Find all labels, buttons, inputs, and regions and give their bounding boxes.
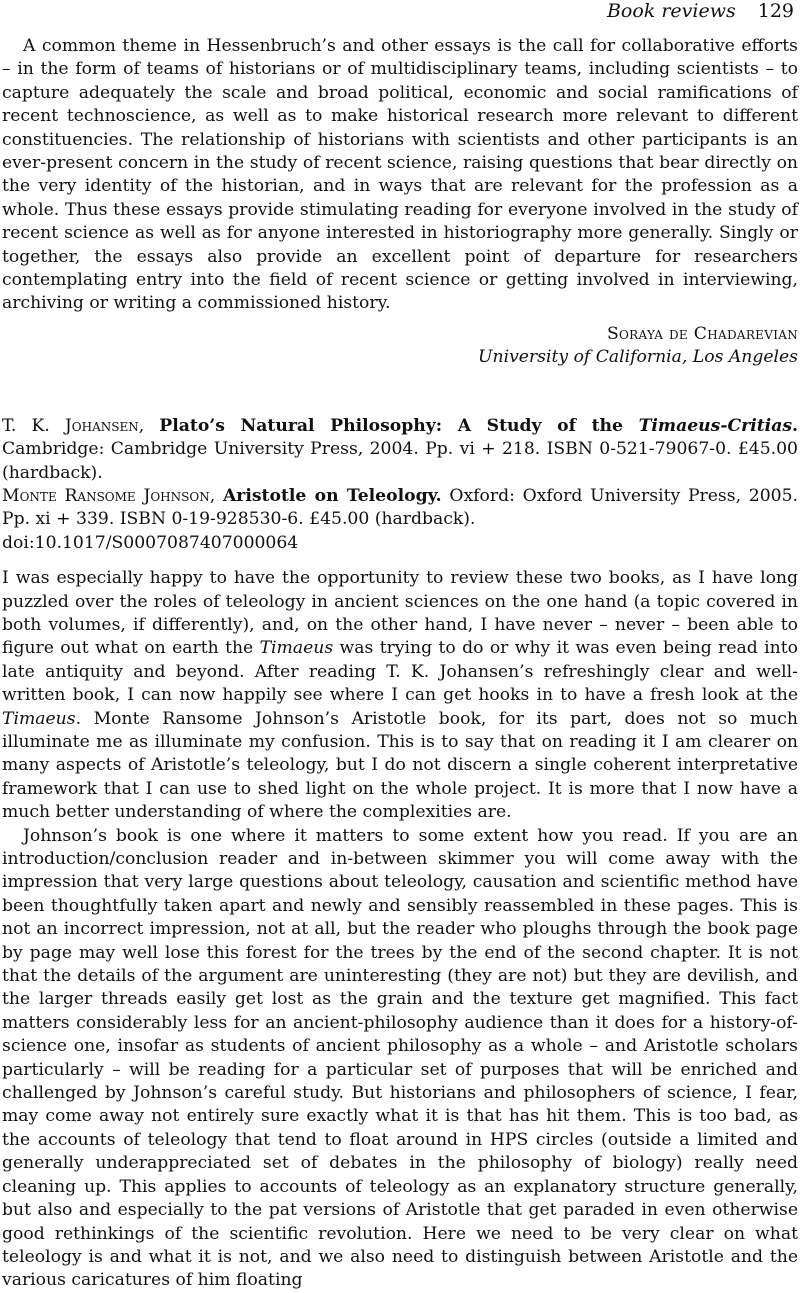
book-1-details: Cambridge: Cambridge University Press, 2004. Pp. vi + 218. ISBN 0-521-79067-0. £45.00 (hardback). [2,439,798,483]
review-body [2,567,798,1293]
book-1-title-italic: Timaeus-Critias [638,415,793,436]
review-p1-part-c: . Monte Ransome Johnson’s Aristotle book, for its part, does not so much illuminate me as illuminate my confusion. This is to say that on reading it I am clearer on many aspects of Aristotle’s teleology, but I do not discern a single coherent interpretative framework that I can use to shed light on the whole project. It is more that I now have a much better understanding of where the complexities are. [2,708,798,823]
previous-review-closing-paragraph: A common theme in Hessenbruch’s and other essays is the call for collaborative efforts – in the form of teams of historians or of multidisciplinary teams, including scientists – to capture adequately the scale and broad political, economic and social ramifications of recent technoscience, as well as to make historical research more relevant to different constituencies. The relationship of historians with scientists and other participants is an ever-present concern in the study of recent science, raising questions that bear directly on the very identity of the historian, and in ways that are relevant for the profession as a whole. Thus these essays provide stimulating reading for everyone involved in the study of recent science as well as for anyone interested in historiography more generally. Singly or together, the essays also provide an excellent point of departure for researchers contemplating entry into the field of recent science or getting involved in interviewing, archiving or writing a commissioned history. [2,36,798,314]
book-1-title-end: . [792,415,799,436]
citation-book-1 [2,415,798,485]
book-2-details: Oxford: Oxford University Press, 2005. Pp. xi + 339. ISBN 0-19-928530-6. £45.00 (hardback). [2,485,799,530]
review-paragraph-1 [2,567,798,824]
running-title: Book reviews [606,0,736,22]
reviewer-name: Soraya de Chadarevian [606,323,798,344]
book-2-title: Aristotle on Teleology. [222,485,442,506]
page-body [2,35,798,1293]
book-1-title [159,416,798,436]
page-number: 129 [757,0,794,22]
book-1-title-main: Plato’s Natural Philosophy: A Study of the [159,415,639,436]
review-p1-part-b: was trying to do or why it was even being read into late antiquity and beyond. After reading T. K. Johansen’s refreshingly clear and well-written book, I can now happily see where I can get hooks in to have a fresh look at the [2,638,798,706]
reviewer-affiliation: University of California, Los Angeles [478,347,798,368]
citation-book-2 [2,485,798,532]
timaeus-title-1: Timaeus [259,638,334,659]
doi-link[interactable]: doi:10.1017/S0007087407000064 [2,532,299,553]
timaeus-title-2: Timaeus [2,708,76,729]
review-paragraph-2: Johnson’s book is one where it matters to some extent how you read. If you are an introduction/conclusion reader and in-between skimmer you will come away with the impression that very large questions about teleology, causation and scientific method have been thoughtfully taken apart and newly and sensibly reassembled in these pages. This is not an incorrect impression, not at all, but the reader who ploughs through the book page by page may well lose this forest for the trees by the end of the second chapter. It is not that the details of the argument are uninteresting (they are not) but they are devilish, and the larger threads easily get lost as the grain and the texture get magnified. This fact matters considerably less for an ancient-philosophy audience than it does for a history-of-science one, insofar as students of ancient philosophy as a whole – and Aristotle scholars particularly – will be reading for a particular set of purposes that will be enriched and challenged by Johnson’s careful study. But historians and philosophers of science, I fear, may come away not entirely sure exactly what it is that has hit them. This is too bad, as the accounts of teleology that tend to float around in HPS circles (outside a limited and generally underappreciated set of debates in the philosophy of biology) really need cleaning up. This applies to accounts of teleology as an explanatory structure generally, but also and especially to the pat versions of Aristotle that get paraded in even otherwise good rethinkings of the scientific revolution. Here we need to be very clear on what teleology is and what it is not, and we also need to distinguish between Aristotle and the various caricatures of him floating [2,825,798,1291]
book-citation-block [2,415,798,555]
review-p1-part-a: I was especially happy to have the opportunity to review these two books, as I have long puzzled over the roles of teleology in ancient sciences on the one hand (a topic covered in both volumes, if differently), and, on the other hand, I have never – never – been able to figure out what on earth the [2,568,798,659]
reviewer-signature [2,323,798,370]
running-header [607,0,794,22]
book-2-author: Monte Ransome Johnson, [2,485,216,506]
book-1-author: T. K. Johansen, [2,415,145,436]
